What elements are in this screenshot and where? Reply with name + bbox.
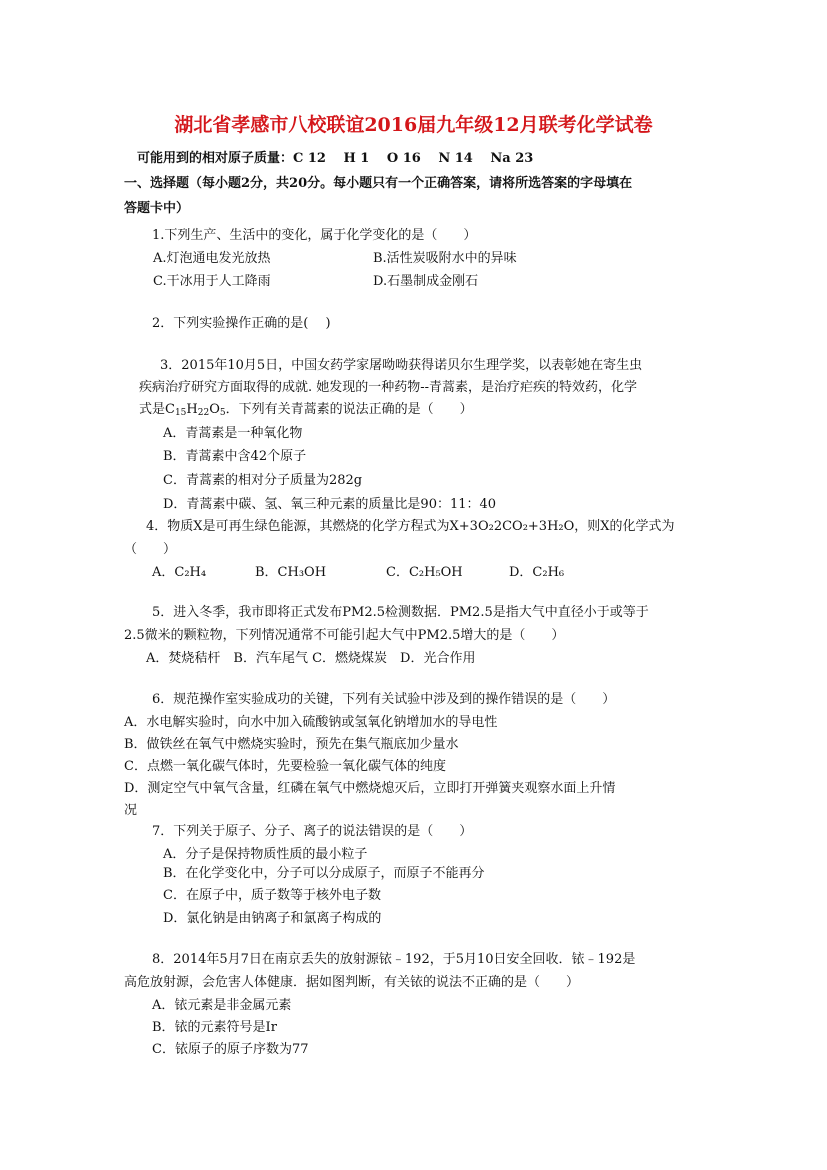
question-3-formula-line <box>139 401 473 419</box>
question-7-option-c: C．在原子中，质子数等于核外电子数 <box>163 888 381 903</box>
exam-title: 湖北省孝感市八校联谊2016届九年级12月联考化学试卷 <box>174 114 653 136</box>
question-3-option-b: B．青蒿素中含42个原子 <box>163 449 307 464</box>
question-8-option-b: B．铱的元素符号是Ir <box>152 1020 277 1035</box>
question-4-line: （ ） <box>124 542 177 557</box>
question-2-stem: 2．下列实验操作正确的是( ) <box>152 316 331 331</box>
question-8-line: 8．2014年5月7日在南京丢失的放射源铱﹣192，于5月10日安全回收．铱﹣192是 <box>152 952 636 967</box>
question-8-option-a: A．铱元素是非金属元素 <box>152 998 292 1013</box>
text-fragment: O <box>209 402 220 417</box>
question-7-option-a: A．分子是保持物质性质的最小粒子 <box>163 847 368 862</box>
question-6-stem: 6．规范操作室实验成功的关键，下列有关试验中涉及到的操作错误的是（ ） <box>152 692 616 707</box>
question-4-option-b: B．CH₃OH <box>255 565 327 580</box>
subscript: 5 <box>219 408 226 418</box>
question-6-option-d: D．测定空气中氧气含量，红磷在氧气中燃烧熄灭后，立即打开弹簧夹观察水面上升情 <box>124 781 616 796</box>
question-1-option-c: C.干冰用于人工降雨 <box>153 274 271 289</box>
question-1-option-b: B.活性炭吸附水中的异味 <box>373 251 517 266</box>
section-heading: 一、选择题（每小题2分，共20分。每小题只有一个正确答案，请将所选答案的字母填在 <box>124 176 633 191</box>
question-8-line: 高危放射源，会危害人体健康．据如图判断，有关铱的说法不正确的是（ ） <box>124 975 580 990</box>
atomic-mass-line: 可能用到的相对原子质量：C 12 H 1 O 16 N 14 Na 23 <box>137 151 534 166</box>
question-6-option-c: C．点燃一氧化碳气体时，先要检验一氧化碳气体的纯度 <box>124 759 446 774</box>
question-7-stem: 7．下列关于原子、分子、离子的说法错误的是（ ） <box>152 824 473 839</box>
question-3-option-a: A．青蒿素是一种氧化物 <box>163 426 303 441</box>
question-4-option-a: A．C₂H₄ <box>152 565 207 580</box>
text-fragment: 式是C <box>139 402 175 417</box>
question-3-option-d: D．青蒿素中碳、氢、氧三种元素的质量比是90：11：40 <box>163 497 497 512</box>
text-fragment: H <box>186 402 198 417</box>
question-1-option-d: D.石墨制成金刚石 <box>373 274 479 289</box>
question-5-line: 5．进入冬季，我市即将正式发布PM2.5检测数据．PM2.5是指大气中直径小于或等于 <box>152 605 649 620</box>
question-4-line: 4．物质X是可再生绿色能源，其燃烧的化学方程式为X+3O₂2CO₂+3H₂O，则X的化学式为 <box>146 519 675 534</box>
question-3-line: 疾病治疗研究方面取得的成就. 她发现的一种药物--青蒿素，是治疗疟疾的特效药，化学 <box>139 380 638 395</box>
question-6-option-d-cont: 况 <box>124 803 138 818</box>
subscript: 15 <box>174 408 187 418</box>
question-7-option-b: B．在化学变化中，分子可以分成原子，而原子不能再分 <box>163 866 485 881</box>
question-4-option-d: D．C₂H₆ <box>509 565 565 580</box>
question-1-stem: 1.下列生产、生活中的变化，属于化学变化的是（ ） <box>152 228 477 243</box>
section-heading-cont: 答题卡中） <box>124 201 190 216</box>
text-fragment: ．下列有关青蒿素的说法正确的是（ ） <box>225 402 473 417</box>
question-8-option-c: C．铱原子的原子序数为77 <box>152 1042 309 1057</box>
question-5-options: A．焚烧秸杆 B．汽车尾气 C．燃烧煤炭 D．光合作用 <box>146 651 476 666</box>
question-3-option-c: C．青蒿素的相对分子质量为282g <box>163 473 363 488</box>
subscript: 22 <box>197 408 210 418</box>
question-7-option-d: D．氯化钠是由钠离子和氯离子构成的 <box>163 911 382 926</box>
question-5-line: 2.5微米的颗粒物，下列情况通常不可能引起大气中PM2.5增大的是（ ） <box>124 628 565 643</box>
question-6-option-b: B．做铁丝在氧气中燃烧实验时，预先在集气瓶底加少量水 <box>124 737 459 752</box>
question-3-line: 3．2015年10月5日，中国女药学家屠呦呦获得诺贝尔生理学奖，以表彰她在寄生虫 <box>160 358 643 373</box>
question-1-option-a: A.灯泡通电发光放热 <box>153 251 271 266</box>
question-4-option-c: C．C₂H₅OH <box>386 565 463 580</box>
question-6-option-a: A．水电解实验时，向水中加入硫酸钠或氢氧化钠增加水的导电性 <box>124 715 498 730</box>
